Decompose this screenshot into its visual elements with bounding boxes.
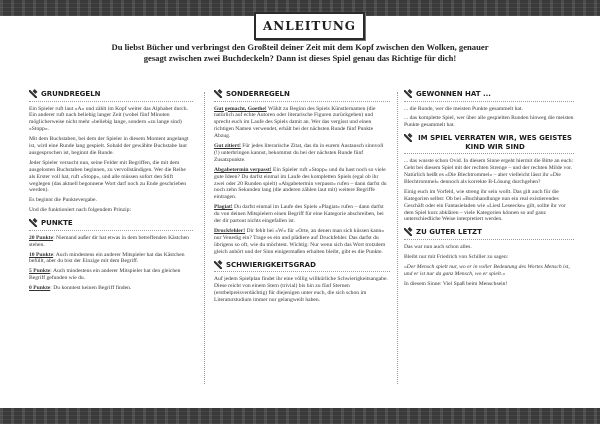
hammer-icon: [404, 228, 412, 236]
points-rule-20: 20 Punkte: Niemand außer dir hat etwas in dem betreffenden Kästchen stehen.: [29, 234, 189, 248]
heading-special-rules: SONDERREGELN: [214, 90, 390, 102]
schiller-quote: »Der Mensch spielt nur, wo er in voller Bedeutung des Wortes Mensch ist, und er ist nur da ganz Mensch, wo er spielt.«: [404, 263, 570, 277]
column-winning: [404, 90, 574, 290]
special-rule-deadline: Abgabetermin verpasst! Ein Spieler ruft »Stopp« und du hast noch so viele gute Ideen? Du darfst einmal im Laufe des kompletten Spiels (egal ob ihr zwei oder 20 Runden spielt) »Abgabetermin verpasst« rufen – dann darfst du noch zehn Sekunden lang (die anderen zählen laut mit) weitere Begriffe eintragen.: [214, 166, 387, 201]
bottom-grunge-bar: [0, 408, 600, 424]
hammer-icon: [29, 90, 37, 98]
intro-text: [36, 42, 564, 64]
heading-points: PUNKTE: [29, 219, 193, 231]
spirit-paragraph-2: Einig euch im Vorfeld, wie streng ihr sein wollt. Das gilt auch für die Kategorien selbst: Ob bei »Buchhandlunge nun ein real existierendes Geschäft oder ein Fantasieladen wie »Liesl Leseecke« gilt, sollte ihr vor dem Spiel kurz abklären – viele Kategorien können so auf ganz unterschiedliche Weise interpretiert werden.: [404, 188, 566, 223]
points-rule-0: 0 Punkte: Du konntest keinen Begriff finden.: [29, 285, 132, 292]
difficulty-paragraph: Auf jedem Spielplan findet ihr eine völlig willkürliche Schwierigkeitsangabe. Diese reicht von einem Stern (trivial) bis hin zu fünf Sternen (erstbelpreisverdächtig) für diejenigen unter euch, die sich schon im Literaturstudium immer nur gelangweilt haben.: [214, 276, 388, 303]
rules-paragraph-5: Und die funktioniert nach folgendem Prinzip:: [29, 207, 132, 214]
special-rule-typo: Druckfehler! Dir fehlt bei »W« für »Orte, an denen man sich küssen kann« nur Venedig ein? Trage es ein und plädiere auf Druckfehler. Das darfst du übrigens so oft, wie du möchtest. Wichtig: Nur wenn sich das Wort trotzdem gleich anhört und der Sinn einigermaßen erhalten bleibt, gibt es die Punkte.: [214, 228, 386, 255]
heading-spirit: IM SPIEL VERRATEN WIR, WES GEISTES KIND WIR SIND: [404, 134, 574, 154]
rules-paragraph-1: Ein Spieler ruft laut »A« und zählt im Kopf weiter das Alphabet durch. Ein anderer ruft nach beliebig langer Zeit (wobei fünf Minuten möglicherweise nicht mehr »beliebig lange, sondern »zu lange sind) »Stopp«.: [29, 105, 188, 133]
column-special-rules: [214, 90, 390, 307]
title-banner: [254, 12, 365, 40]
column-divider-left: [204, 92, 205, 384]
points-rule-5: 5 Punkte: Auch mindestens ein anderer Mitspieler hat den gleichen Begriff gefunden wie du.: [29, 268, 181, 282]
hammer-icon: [214, 90, 222, 98]
winner-round: ... die Runde, wer die meisten Punkte gesammelt hat.: [404, 105, 523, 112]
rules-paragraph-2: Mit dem Buchstaben, bei dem der Spieler in diesem Moment angelangt ist, wird eine Runde lang gespielt. Sobald der gewählte Buchstabe laut ausgesprochen ist, beginnt die Runde.: [29, 136, 189, 156]
special-rule-quote: Gut zitiert! Für jedes literarische Zitat, das du in eurem Austausch sinnvoll (!) unterbringen kannst, bekommst du bei der nächsten Runde fünf Zusatzpunkte.: [214, 143, 384, 163]
rules-paragraph-4: Es beginnt die Punktevergabe.: [29, 197, 97, 204]
page-title: ANLEITUNG: [262, 19, 357, 33]
hammer-icon: [29, 219, 37, 227]
rules-paragraph-3: Jeder Spieler versucht nun, seine Felder mit Begriffen, die mit dem ausgelosten Buchstaben beginnen, zu vervollständigen. Wer die Reihe als Erster voll hat, ruft »Stopp«, und alle müssen sofort den Stift weglegen (das aktuell begonnene Wort darf noch zu Ende geschrieben werden).: [29, 159, 187, 194]
points-rule-10: 10 Punkte: Auch mindestens ein anderer Mitspieler hat das Kästchen befüllt, aber du bist der Einzige mit dem Begriff.: [29, 251, 185, 265]
column-basic-rules: [29, 90, 193, 295]
special-rule-plagiarism: Plagiat! Du darfst einmal im Laufe des Spiels »Plagiat« rufen – dann darfst du von deinen Mitspielern einen Begriff für eine Kategorie abschreiben, bei der dir partout nichts eingefallen ist.: [214, 204, 384, 225]
hammer-icon: [404, 134, 412, 142]
spirit-paragraph-1: ... das wusste schon Ovid. In diesem Sinne ergeht hiermit die Bitte an euch: Geht bei diesem Spiel mit der rechten Strenge – und der rechten Milde vor. Natürlich heißt es »Die Blechtrommel« – aber vielleicht lässt ihr »Die Blechtrommel« dennoch als korrekte B-Lösung durchgehen?: [404, 158, 574, 185]
last-paragraph-4: In diesem Sinne: Viel Spaß beim Menschsein!: [404, 280, 508, 287]
heading-basic-rules: GRUNDREGELN: [29, 90, 193, 102]
intro-line-2: gesagt zwischen zwei Buchdeckeln? Dann ist dieses Spiel genau das Richtige für dich!: [143, 53, 457, 63]
last-paragraph-2: Bleibt nur mit Friedrich von Schiller zu sagen:: [404, 253, 509, 260]
winner-game: ... das komplette Spiel, wer über alle gespielten Runden hinweg die meisten Punkte gesammelt hat.: [404, 115, 574, 129]
last-paragraph-1: Das war nun auch schon alles.: [404, 243, 472, 250]
hammer-icon: [214, 261, 222, 269]
hammer-icon: [404, 90, 412, 98]
heading-last-words: ZU GUTER LETZT: [404, 228, 574, 240]
special-rule-goethe: Gut gemacht, Goethe! Wählt zu Beginn des Spiels Künstlernamen (die natürlich auf echte Autoren oder literarische Figuren zurückgehen) und sprecht euch im Laufe des Spiels damit an. Wer das vergisst und einen richtigen Namen verwendet, erhält bei der nächsten Runde fünf Punkte Abzug.: [214, 105, 376, 140]
heading-difficulty: SCHWIERIGKEITSGRAD: [214, 261, 390, 273]
column-divider-right: [397, 92, 398, 384]
heading-winner: GEWONNEN HAT ...: [404, 90, 574, 102]
intro-line-1: Du liebst Bücher und verbringst den Großteil deiner Zeit mit dem Kopf zwischen den Wolken, genauer: [111, 42, 489, 52]
